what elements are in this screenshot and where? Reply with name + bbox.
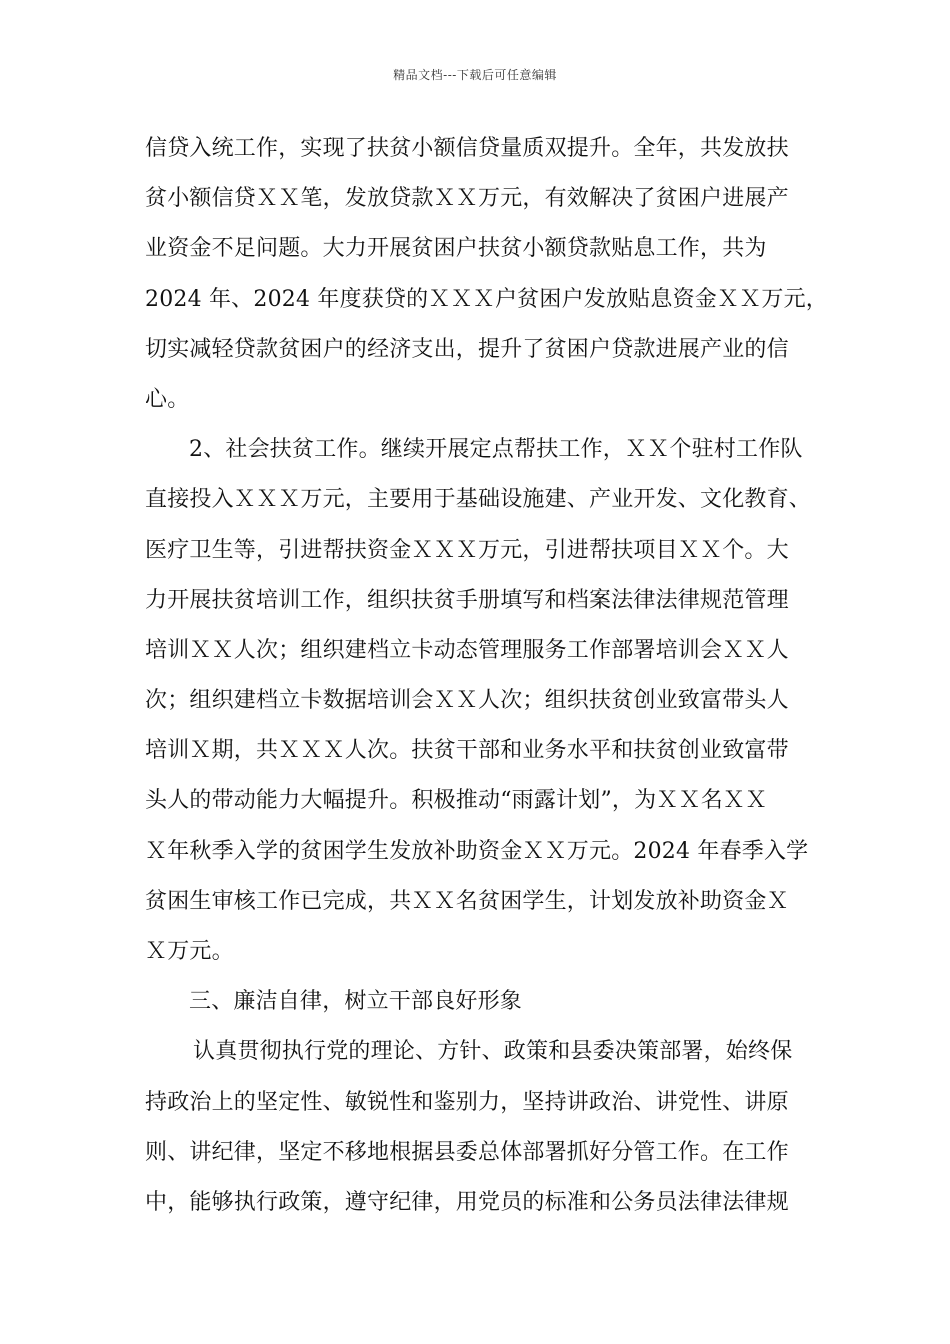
document-body [145, 124, 835, 1228]
text-line: 培训ＸＸ人次；组织建档立卡动态管理服务工作部署培训会ＸＸ人 [145, 637, 789, 663]
page-header: 精品文档---下载后可任意编辑 [393, 68, 557, 82]
text-line: 心。 [145, 386, 190, 412]
text-line: 培训Ｘ期，共ＸＸＸ人次。扶贫干部和业务水平和扶贫创业致富带 [145, 738, 789, 764]
text-line: Ｘ年秋季入学的贫困学生发放补助资金ＸＸ万元。2024 年春季入学 [145, 838, 809, 864]
text-line: 贫小额信贷ＸＸ笔，发放贷款ＸＸ万元，有效解决了贫困户进展产 [145, 186, 789, 212]
text-line: 中，能够执行政策，遵守纪律，用党员的标准和公务员法律法律规 [145, 1189, 789, 1215]
text-line: 业资金不足问题。大力开展贫困户扶贫小额贷款贴息工作，共为 [145, 236, 767, 262]
text-line: 2024 年、2024 年度获贷的ＸＸＸ户贫困户发放贴息资金ＸＸ万元， [145, 286, 828, 312]
text-line: Ｘ万元。 [145, 939, 234, 964]
text-line: 医疗卫生等，引进帮扶资金ＸＸＸ万元，引进帮扶项目ＸＸ个。大 [145, 537, 789, 563]
text-line: 切实减轻贷款贫困户的经济支出，提升了贫困户贷款进展产业的信 [145, 336, 789, 362]
text-line: 2、社会扶贫工作。继续开展定点帮扶工作，ＸＸ个驻村工作队 [189, 437, 803, 463]
text-line: 信贷入统工作，实现了扶贫小额信贷量质双提升。全年，共发放扶 [145, 136, 789, 161]
text-line: 认真贯彻执行党的理论、方针、政策和县委决策部署，始终保 [193, 1039, 793, 1065]
text-line: 直接投入ＸＸＸ万元，主要用于基础设施建、产业开发、文化教育、 [145, 487, 812, 513]
section-heading: 三、廉洁自律，树立干部良好形象 [189, 989, 523, 1015]
text-line: 贫困生审核工作已完成，共ＸＸ名贫困学生，计划发放补助资金Ｘ [145, 888, 789, 914]
text-line: 头人的带动能力大幅提升。积极推动“雨露计划”，为ＸＸ名ＸＸ [145, 788, 768, 814]
text-line: 力开展扶贫培训工作，组织扶贫手册填写和档案法律法律规范管理 [145, 587, 789, 613]
text-line: 次；组织建档立卡数据培训会ＸＸ人次；组织扶贫创业致富带头人 [145, 688, 789, 714]
text-line: 持政治上的坚定性、敏锐性和鉴别力，坚持讲政治、讲党性、讲原 [145, 1089, 789, 1115]
text-line: 则、讲纪律，坚定不移地根据县委总体部署抓好分管工作。在工作 [145, 1139, 789, 1165]
